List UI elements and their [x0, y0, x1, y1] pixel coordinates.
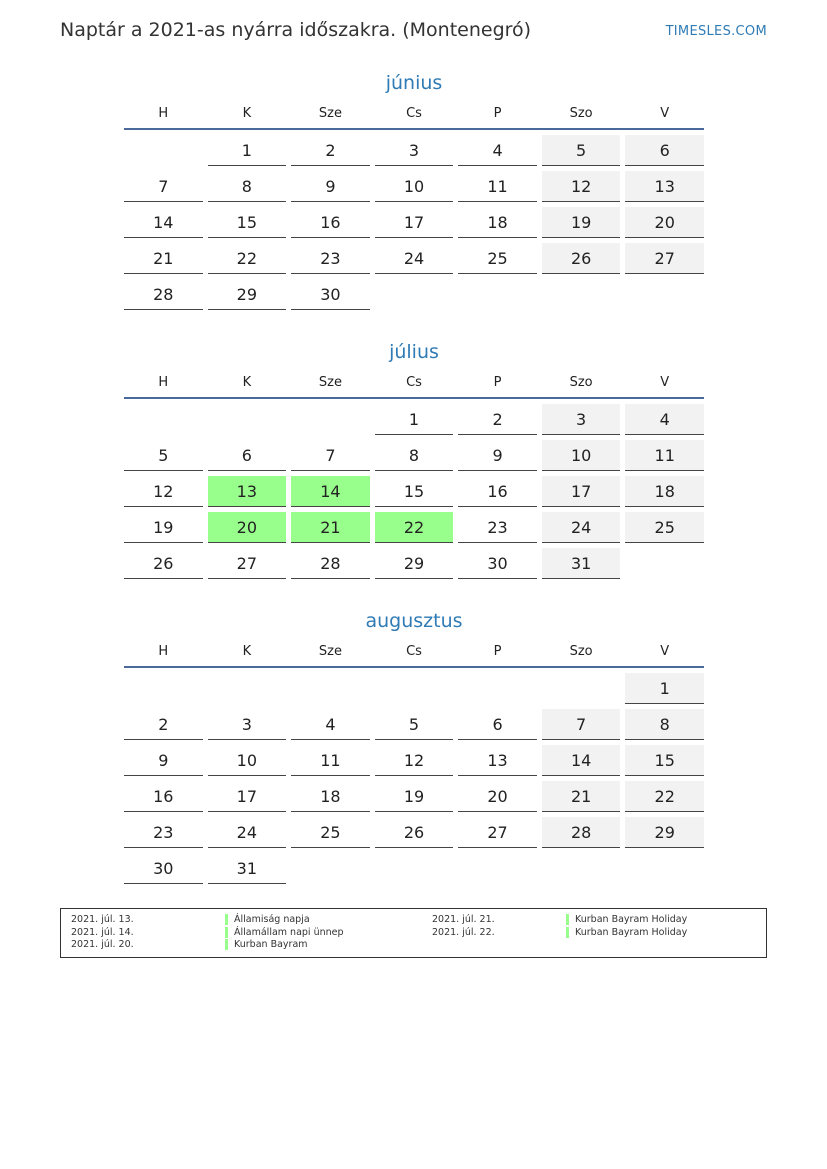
weekday-label: Sze: [318, 106, 342, 121]
legend-name: Kurban Bayram Holiday: [566, 914, 687, 925]
empty-cell: [291, 404, 370, 434]
day-cell: 19: [124, 512, 203, 543]
day-cell: 13: [208, 476, 287, 507]
day-cell: 26: [124, 548, 203, 579]
legend-entry: [566, 927, 687, 939]
day-cell: 18: [625, 476, 704, 507]
day-cell: 12: [124, 476, 203, 507]
day-cell: 5: [542, 135, 621, 166]
weekday-label: Cs: [406, 106, 422, 121]
legend-name: Kurban Bayram Holiday: [566, 927, 687, 938]
empty-cell: [124, 135, 203, 165]
day-cell: 17: [542, 476, 621, 507]
day-cell: 19: [542, 207, 621, 238]
weekday-label: Szo: [569, 106, 593, 121]
day-cell: 1: [375, 404, 454, 435]
day-cell: 29: [375, 548, 454, 579]
empty-cell: [208, 404, 287, 434]
day-cell: 22: [375, 512, 454, 543]
day-cell: 18: [291, 781, 370, 812]
day-cell: 25: [458, 243, 537, 274]
day-cell: 16: [458, 476, 537, 507]
legend-name: Államállam napi ünnep: [225, 927, 344, 938]
weekday-label: Cs: [406, 375, 422, 390]
day-cell: 31: [208, 853, 287, 884]
day-cell: 16: [124, 781, 203, 812]
legend-entry: [225, 927, 344, 939]
month-june: [124, 68, 704, 315]
empty-cell: [124, 404, 203, 434]
legend-date: 2021. júl. 13.: [71, 914, 134, 925]
day-cell: 17: [375, 207, 454, 238]
day-cell: 26: [542, 243, 621, 274]
day-cell: 3: [542, 404, 621, 435]
day-cell: 2: [124, 709, 203, 740]
legend-entry: [225, 939, 308, 951]
site-link[interactable]: TIMESLES.COM: [665, 24, 767, 39]
day-cell: 1: [208, 135, 287, 166]
legend-entry: [432, 927, 495, 939]
weekday-label: Sze: [318, 375, 342, 390]
day-cell: 7: [124, 171, 203, 202]
weekday-label: P: [493, 375, 502, 390]
day-cell: 28: [542, 817, 621, 848]
day-cell: 5: [124, 440, 203, 471]
legend-entry: [71, 927, 134, 939]
weekday-label: H: [158, 106, 169, 121]
month-title: augusztus: [365, 610, 463, 632]
day-grid: [124, 673, 704, 889]
legend-entry: [566, 914, 687, 926]
weekday-label: K: [242, 644, 252, 659]
day-cell: 7: [542, 709, 621, 740]
day-cell: 14: [124, 207, 203, 238]
day-cell: 27: [458, 817, 537, 848]
empty-cell: [124, 673, 203, 703]
day-cell: 10: [542, 440, 621, 471]
weekday-label: V: [660, 375, 670, 390]
day-cell: 19: [375, 781, 454, 812]
day-cell: 9: [291, 171, 370, 202]
day-cell: 8: [625, 709, 704, 740]
weekday-header: [124, 372, 704, 399]
day-cell: 21: [542, 781, 621, 812]
day-cell: 23: [291, 243, 370, 274]
day-cell: 8: [208, 171, 287, 202]
day-cell: 9: [124, 745, 203, 776]
day-cell: 14: [291, 476, 370, 507]
day-cell: 18: [458, 207, 537, 238]
day-cell: 15: [375, 476, 454, 507]
day-cell: 30: [291, 279, 370, 310]
legend-entry: [71, 939, 134, 951]
weekday-header: [124, 103, 704, 130]
day-cell: 8: [375, 440, 454, 471]
day-cell: 7: [291, 440, 370, 471]
legend-entry: [225, 914, 310, 926]
legend-name: Kurban Bayram: [225, 939, 308, 950]
day-cell: 13: [625, 171, 704, 202]
month-august: [124, 606, 704, 889]
weekday-label: K: [242, 375, 252, 390]
day-cell: 11: [458, 171, 537, 202]
day-cell: 20: [625, 207, 704, 238]
day-grid: [124, 404, 704, 584]
day-cell: 5: [375, 709, 454, 740]
day-cell: 4: [458, 135, 537, 166]
day-cell: 21: [291, 512, 370, 543]
day-cell: 14: [542, 745, 621, 776]
day-cell: 17: [208, 781, 287, 812]
day-cell: 25: [291, 817, 370, 848]
day-cell: 12: [375, 745, 454, 776]
day-cell: 4: [625, 404, 704, 435]
day-cell: 13: [458, 745, 537, 776]
legend-date: 2021. júl. 21.: [432, 914, 495, 925]
day-cell: 16: [291, 207, 370, 238]
day-cell: 22: [208, 243, 287, 274]
day-cell: 27: [625, 243, 704, 274]
legend-entry: [432, 914, 495, 926]
day-cell: 9: [458, 440, 537, 471]
empty-cell: [458, 673, 537, 703]
day-cell: 25: [625, 512, 704, 543]
weekday-label: P: [493, 644, 502, 659]
day-cell: 23: [124, 817, 203, 848]
page-title: Naptár a 2021-as nyárra időszakra. (Montenegró): [60, 19, 532, 41]
empty-cell: [375, 673, 454, 703]
day-cell: 1: [625, 673, 704, 704]
day-cell: 24: [208, 817, 287, 848]
legend-date: 2021. júl. 14.: [71, 927, 134, 938]
empty-cell: [542, 673, 621, 703]
day-cell: 15: [208, 207, 287, 238]
day-cell: 10: [375, 171, 454, 202]
day-cell: 20: [208, 512, 287, 543]
month-title: június: [385, 72, 443, 94]
weekday-label: P: [493, 106, 502, 121]
day-cell: 3: [375, 135, 454, 166]
day-cell: 24: [542, 512, 621, 543]
day-cell: 31: [542, 548, 621, 579]
day-cell: 20: [458, 781, 537, 812]
month-july: [124, 337, 704, 584]
day-cell: 15: [625, 745, 704, 776]
empty-cell: [208, 673, 287, 703]
weekday-label: H: [158, 644, 169, 659]
day-cell: 11: [625, 440, 704, 471]
weekday-label: Szo: [569, 644, 593, 659]
weekday-label: Cs: [406, 644, 422, 659]
day-cell: 11: [291, 745, 370, 776]
month-title: július: [389, 341, 439, 363]
weekday-label: V: [660, 106, 670, 121]
day-cell: 26: [375, 817, 454, 848]
day-cell: 3: [208, 709, 287, 740]
legend-date: 2021. júl. 20.: [71, 939, 134, 950]
day-cell: 21: [124, 243, 203, 274]
legend-date: 2021. júl. 22.: [432, 927, 495, 938]
day-cell: 30: [458, 548, 537, 579]
weekday-label: K: [242, 106, 252, 121]
weekday-label: Szo: [569, 375, 593, 390]
day-cell: 6: [208, 440, 287, 471]
day-cell: 27: [208, 548, 287, 579]
day-cell: 29: [208, 279, 287, 310]
empty-cell: [291, 673, 370, 703]
day-cell: 22: [625, 781, 704, 812]
legend-entry: [71, 914, 134, 926]
holiday-legend: [60, 908, 767, 958]
day-cell: 2: [458, 404, 537, 435]
day-cell: 30: [124, 853, 203, 884]
day-cell: 12: [542, 171, 621, 202]
day-cell: 4: [291, 709, 370, 740]
weekday-label: H: [158, 375, 169, 390]
day-cell: 28: [291, 548, 370, 579]
day-cell: 6: [625, 135, 704, 166]
day-cell: 2: [291, 135, 370, 166]
legend-name: Államiság napja: [225, 914, 310, 925]
day-cell: 28: [124, 279, 203, 310]
weekday-label: V: [660, 644, 670, 659]
day-cell: 23: [458, 512, 537, 543]
day-cell: 24: [375, 243, 454, 274]
day-cell: 29: [625, 817, 704, 848]
day-cell: 10: [208, 745, 287, 776]
weekday-header: [124, 641, 704, 668]
weekday-label: Sze: [318, 644, 342, 659]
day-cell: 6: [458, 709, 537, 740]
day-grid: [124, 135, 704, 315]
